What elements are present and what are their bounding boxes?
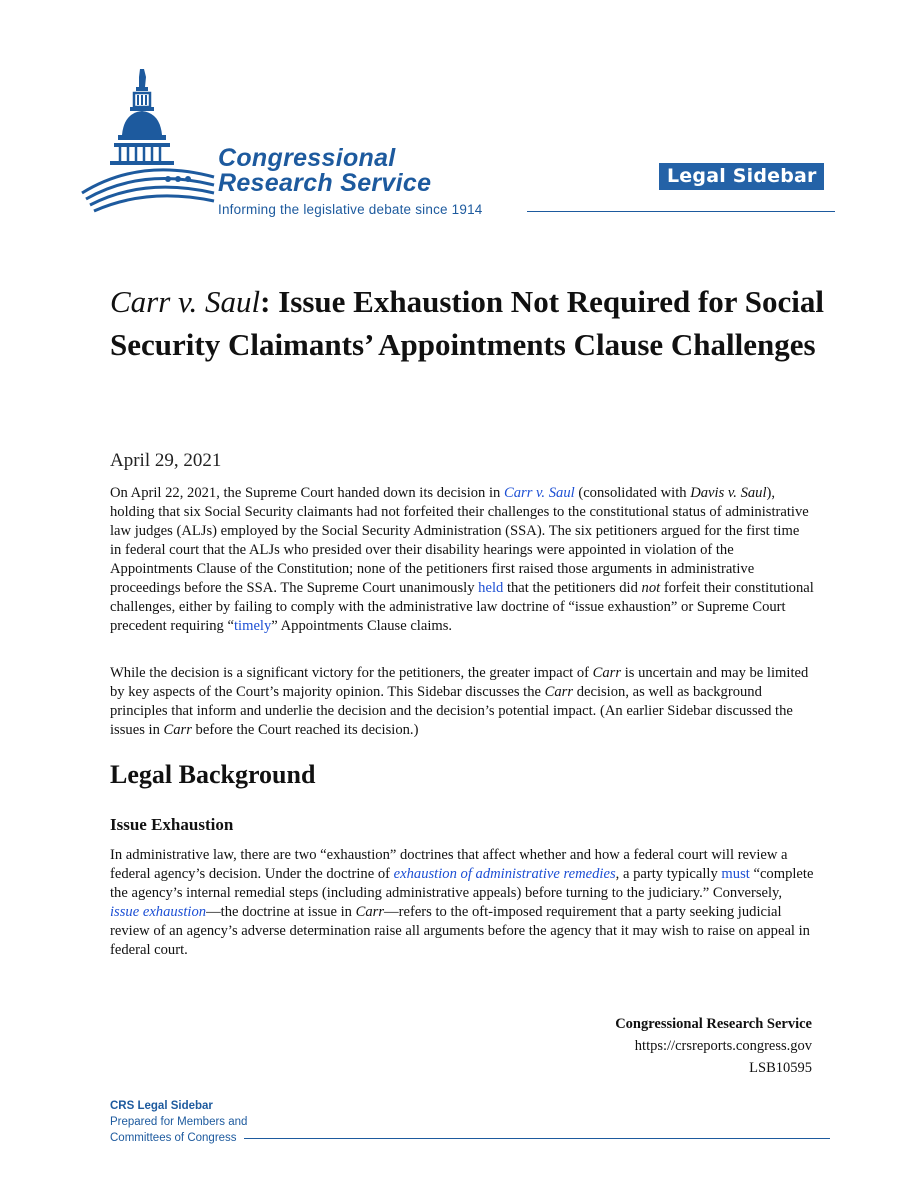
link-must[interactable]: must	[721, 866, 750, 882]
para3-text-3: “complete the agency’s internal remedial steps (including administrative appeals) before turning to the judiciary.” Conversely,	[110, 866, 814, 901]
section-heading: Legal Background	[110, 760, 316, 789]
link-exhaustion-of-remedies-text: exhaustion of administrative remedies	[393, 866, 616, 882]
para3-text-5: —refers to the oft-imposed requirement that a party seeking judicial review of an agency’s adverse determination raise all arguments before the agency that it may wish to raise on appeal in federal court.	[110, 904, 810, 958]
para1-text-4: that the petitioners did	[503, 580, 642, 596]
para1-text-1: On April 22, 2021, the Supreme Court handed down its decision in	[110, 485, 504, 501]
para2-text-3: decision, as well as background principles that inform and underlie the decision and the decision’s potential impact. (An earlier Sidebar discussed the issues in	[110, 684, 793, 738]
para2-italic-1: Carr	[592, 665, 622, 681]
para2-italic-3: Carr	[163, 722, 192, 738]
crs-brand	[218, 146, 483, 217]
link-held[interactable]: held	[478, 580, 504, 596]
paragraph-3	[110, 846, 814, 960]
para3-text-1: In administrative law, there are two “exhaustion” doctrines that affect whether and how a federal court will review a federal agency’s decision. Under the doctrine of	[110, 847, 788, 882]
subsection-heading: Issue Exhaustion	[110, 815, 234, 834]
para3-text-4: —the doctrine at issue in	[206, 904, 356, 920]
para1-text-2: (consolidated with	[574, 485, 691, 501]
tagline-rule	[527, 211, 835, 212]
link-exhaustion-of-remedies[interactable]	[394, 866, 616, 882]
link-carr-v-saul[interactable]	[504, 485, 575, 501]
link-timely[interactable]: timely	[233, 618, 272, 634]
para2-italic-2: Carr	[544, 684, 574, 700]
prepared-for	[110, 1098, 247, 1146]
para1-text-5: forfeit their constitutional challenges, either by failing to comply with the administrative law doctrine of “issue exhaustion” or Supreme Court precedent requiring “	[110, 580, 814, 634]
prepared-line3: Committees of Congress	[110, 1132, 237, 1144]
title-rest: : Issue Exhaustion Not Required for Social Security Claimants’ Appointments Clause Challenges	[110, 284, 824, 362]
footer-url[interactable]: https://crsreports.congress.gov	[634, 1038, 812, 1054]
paragraph-1	[110, 484, 814, 636]
brand-line1: Congressional	[218, 144, 396, 172]
para2-text-4: before the Court reached its decision.)	[191, 722, 419, 738]
page-header	[0, 0, 920, 240]
brand-line2: Research Service	[218, 169, 432, 197]
prepared-line1: CRS Legal Sidebar	[110, 1100, 213, 1112]
prepared-line2: Prepared for Members and	[110, 1116, 248, 1128]
page-title	[110, 280, 830, 366]
link-issue-exhaustion[interactable]	[110, 904, 206, 920]
publication-date: April 29, 2021	[110, 450, 222, 471]
legal-sidebar-badge: Legal Sidebar	[659, 163, 824, 190]
para1-text-6: ” Appointments Clause claims.	[271, 618, 453, 634]
para1-text-3: ), holding that six Social Security claimants had not forfeited their challenges to the constitutional status of administrative law judges (ALJs) employed by the Social Security Administration (SSA). The six petitioners argued for the first time in federal court that the ALJs who presided over their disability hearings were appointed in violation of the Appointments Clause of the Constitution; none of the petitioners first raised those arguments in administrative proceedings before the SSA. The Supreme Court unanimously	[110, 485, 809, 596]
para1-italic-not: not	[641, 580, 661, 596]
footer-report-id: LSB10595	[749, 1060, 812, 1076]
link-issue-exhaustion-text: issue exhaustion	[110, 904, 207, 920]
para1-italic-davis: Davis v. Saul	[690, 485, 767, 501]
footer-org: Congressional Research Service	[615, 1016, 812, 1032]
crs-footer	[615, 1013, 812, 1079]
para3-italic-carr: Carr	[355, 904, 385, 920]
brand-tagline: Informing the legislative debate since 1914	[218, 202, 483, 217]
prepared-rule	[244, 1138, 830, 1139]
paragraph-2	[110, 664, 814, 740]
title-case-name: Carr v. Saul	[110, 284, 261, 319]
para2-text-1: While the decision is a significant victory for the petitioners, the greater impact of	[110, 665, 593, 681]
capitol-dome-logo-icon	[80, 65, 220, 215]
link-carr-v-saul-text: Carr v. Saul	[504, 485, 575, 501]
para2-text-2: is uncertain and may be limited by key aspects of the Court’s majority opinion. This Sidebar discusses the	[110, 665, 809, 700]
para3-text-2: , a party typically	[615, 866, 722, 882]
